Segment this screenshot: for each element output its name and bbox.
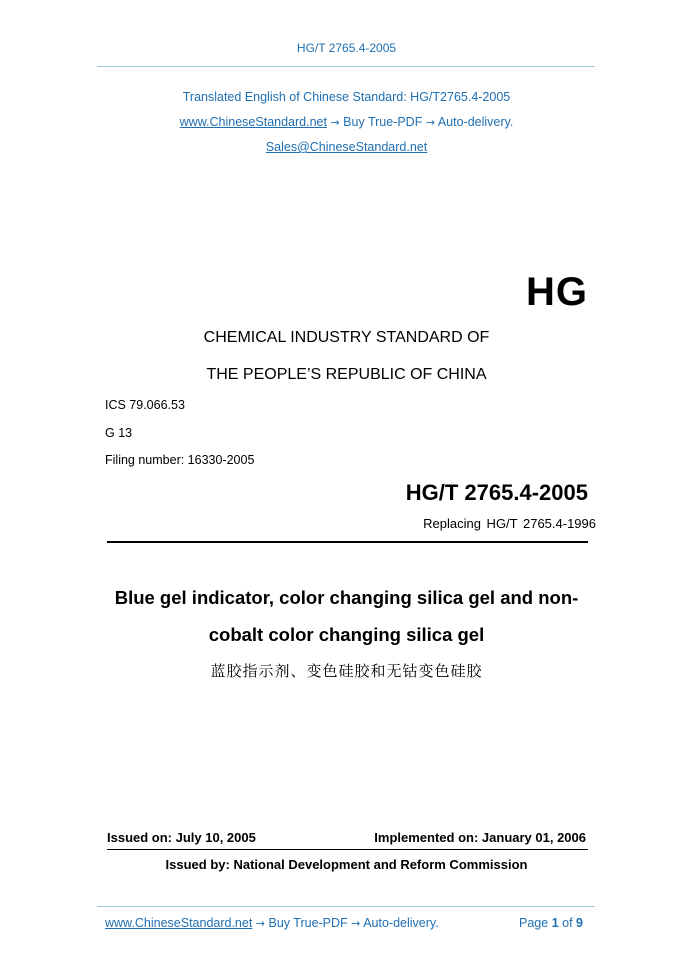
standard-heading-line1: CHEMICAL INDUSTRY STANDARD OF: [203, 329, 490, 346]
dates-divider: [107, 849, 588, 850]
standard-code: HG/T 2765.4-2005: [405, 480, 588, 505]
buy-true-pdf-text: Buy True-PDF: [343, 115, 423, 129]
document-title-line2: cobalt color changing silica gel: [208, 624, 485, 645]
document-title-line1: Blue gel indicator, color changing silica gel and non-: [114, 587, 579, 608]
issued-date: Issued on: July 10, 2005: [107, 830, 256, 845]
title-divider: [107, 541, 588, 543]
footer-delivery-text: Auto-delivery.: [363, 916, 439, 930]
document-title-chinese: 蓝胶指示剂、变色硅胶和无钴变色硅胶: [210, 662, 483, 680]
page-label: Page: [519, 916, 549, 930]
of-label: of: [562, 916, 573, 930]
standard-logo: HG: [526, 270, 588, 314]
implemented-date: Implemented on: January 01, 2006: [374, 830, 586, 845]
purchase-line: [0, 115, 693, 129]
right-arrow-icon: →: [255, 917, 266, 930]
right-arrow-icon: →: [330, 116, 340, 129]
auto-delivery-text: Auto-delivery.: [437, 115, 514, 129]
translation-notice: Translated English of Chinese Standard: HG/T2765.4-2005: [182, 90, 511, 104]
email-link[interactable]: Sales@ChineseStandard.net: [265, 140, 428, 154]
site-link[interactable]: www.ChineseStandard.net: [179, 115, 327, 129]
email-line: [0, 140, 693, 154]
issuing-authority: Issued by: National Development and Reform Commission: [165, 857, 528, 872]
filing-number: Filing number: 16330-2005: [105, 453, 255, 467]
page-total: 9: [576, 916, 583, 930]
page-indicator: [519, 916, 583, 930]
footer-purchase-line: [105, 916, 439, 930]
ics-code: ICS 79.066.53: [105, 398, 185, 412]
group-code: G 13: [105, 426, 133, 440]
running-header: HG/T 2765.4-2005: [296, 41, 397, 55]
right-arrow-icon: →: [351, 917, 361, 930]
header-divider: [97, 66, 595, 67]
footer-divider: [97, 906, 595, 907]
standard-heading-line2: THE PEOPLE’S REPUBLIC OF CHINA: [206, 366, 487, 383]
footer-site-link[interactable]: www.ChineseStandard.net: [105, 916, 253, 930]
right-arrow-icon: →: [425, 116, 436, 129]
footer-buy-text: Buy True-PDF: [268, 916, 348, 930]
replacing-note: Replacing HG/T 2765.4-1996: [423, 516, 596, 531]
page-current: 1: [551, 916, 559, 930]
